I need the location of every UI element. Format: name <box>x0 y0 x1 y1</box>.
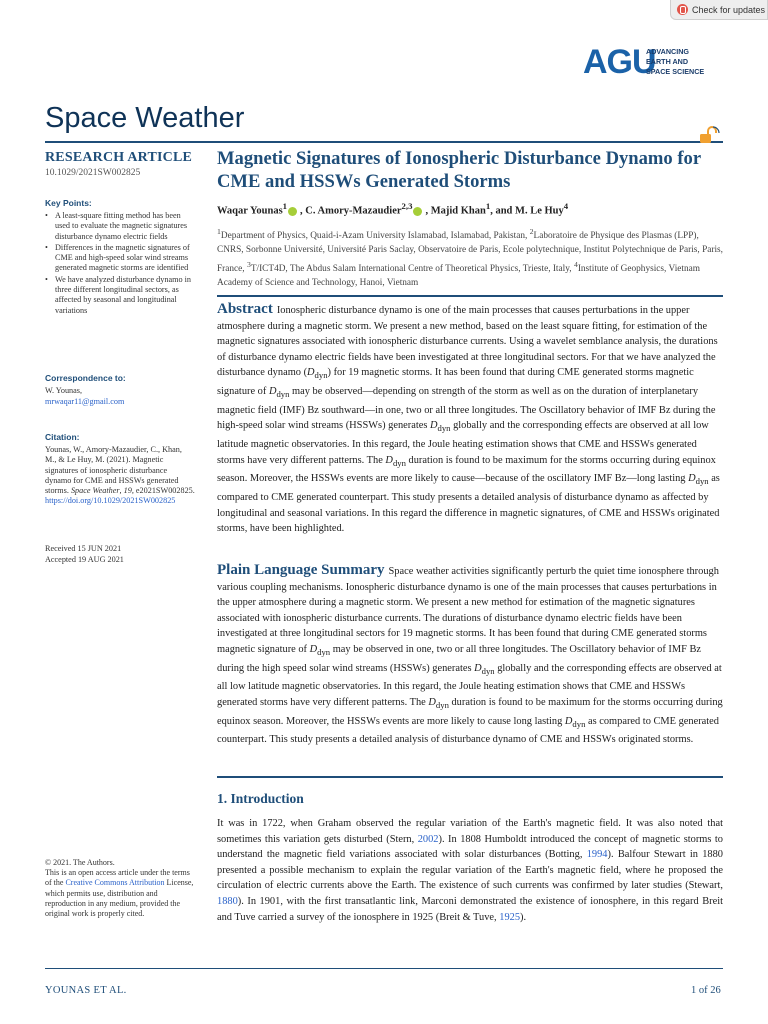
author-name[interactable]: Waqar Younas <box>217 205 283 217</box>
correspondence-heading: Correspondence to: <box>45 373 126 383</box>
check-updates-label: Check for updates <box>692 4 766 15</box>
header-rule <box>45 141 723 143</box>
introduction-paragraph: It was in 1722, when Graham observed the regular variation of the Earth's magnetic field. It was also noted that sometimes this variation gets disturbed (Stern, 2002). In 1808 Humboldt introduced the concept of magnetic storms to understand the magnetic field variations associated with solar disturbances (Botting, 1994). Balfour Stewart in 1880 presented a possible mechanism to explain the regular variation of the Earth's magnetic field, where he proposed the circulation of electric currents above the Earth. The existence of such currents was confirmed by later studies (Stewart, 1880). In 1901, with the first transatlantic link, Marconi demonstrated the existence of ionosphere, in this regard Breit and Tuve carried a survey of the ionosphere in 1925 (Breit & Tuve, 1925). <box>217 818 723 923</box>
received-date: Received 15 JUN 2021 <box>45 544 122 553</box>
agu-logo-mark: AGU <box>583 43 656 81</box>
pls-heading: Plain Language Summary <box>217 562 385 578</box>
license-notice: © 2021. The Authors. This is an open access article under the terms of the Creative Commons Attribution License, which permits use, distribution and reproduction in any medium, provided the original work is properly cited. <box>45 858 194 919</box>
author-list: Waqar Younas$^1$ , C. Amory-Mazaudier$^{2,3}$ , Majid Khan$^1$, and M. Le Huy$^4$ <box>217 201 569 217</box>
key-points-heading: Key Points: <box>45 198 92 208</box>
orcid-icon[interactable] <box>288 207 297 216</box>
orcid-icon[interactable] <box>413 207 422 216</box>
correspondence-name: W. Younas, <box>45 386 83 395</box>
abstract-heading: Abstract <box>217 301 273 317</box>
citation-heading: Citation: <box>45 432 80 442</box>
key-point: • We have analyzed disturbance dynamo in three different longitudinal sectors, as affected by seasonal and longitudinal variations <box>45 275 195 316</box>
reference-link[interactable]: 1880 <box>217 895 238 907</box>
summary-bottom-rule <box>217 776 723 778</box>
citation-doi-link[interactable]: https://doi.org/10.1029/2021SW002825 <box>45 496 176 506</box>
reference-link[interactable]: 1925 <box>499 911 521 923</box>
author-name[interactable]: M. Le Huy <box>515 205 564 217</box>
creative-commons-link[interactable]: Creative Commons Attribution <box>65 878 165 888</box>
open-access-lock-icon <box>699 125 721 145</box>
abstract-top-rule <box>217 295 723 297</box>
check-updates-icon <box>677 4 688 15</box>
affiliations: $^1$Department of Physics, Quaid-i-Azam University Islamabad, Islamabad, Pakistan, $^2$Laboratoire de Physique des Plasmas (LPP), CNRS, Sorbonne Université, Université Paris Saclay, Observatoire de Paris, Ecole polytechnique, Institut Polytechnique de Paris, Paris, France, $^3$T/ICT4D, The Abdus Salam International Centre of Theoretical Physics, Trieste, Italy, $^4$Institute of Geophysics, Vietnam Academy of Science and Technology, Hanoi, Vietnam <box>217 227 723 288</box>
article-doi: 10.1029/2021SW002825 <box>45 168 141 178</box>
footer-rule <box>45 968 723 969</box>
check-for-updates-button[interactable] <box>670 0 768 20</box>
abstract-section: Abstract Ionospheric disturbance dynamo is one of the main processes that causes perturbations in the upper atmosphere during a magnetic storm. We present a new method, based on the least square fitting, for estimation of the magnetic signatures associated with ionospheric disturbance currents. Using a wavelet semblance analysis, the durations of disturbance dynamo electric fields have been investigated at three longitudinal sectors. For that we have analyzed the disturbance dynamo $(D_{dyn})$ for 19 magnetic storms. It has been found that during CME generated storms magnetic signature of $D_{dyn}$ may be observed—depending on strength of the storm as well as on the duration of interplanetary magnetic field (IMF) Bz southward—in one, two or all three longitudes. The Oscillatory behavior of IMF Bz during the high-speed solar wind streams (HSSWs) generates $D_{dyn}$ globally and the corresponding effects are observed at all low latitude magnetic observatories. In this regard, the Joule heating estimation shows that CME and HSSWs generated storms have very different patterns. The $D_{dyn}$ duration is found to be maximum for the storms occurring during equinox season. Moreover, the HSSWs events are more likely to cause—because of the oscillatory IMF Bz—long lasting $D_{dyn}$ as compared to CME generated counterpart. This study presents a detailed analysis of disturbance dynamo as affected by longitudinal and seasonal variations. In this regard the difference in magnetic signatures, of CME and HSSWs originated storms, have been highlighted. <box>217 301 720 535</box>
reference-link[interactable]: 2002 <box>417 833 439 845</box>
page-number: 1 of 26 <box>691 985 721 996</box>
article-title: Magnetic Signatures of Ionospheric Disturbance Dynamo for CME and HSSWs Generated Storms <box>217 148 701 192</box>
section-heading-introduction: 1. Introduction <box>217 791 304 806</box>
article-type: RESEARCH ARTICLE <box>45 150 193 165</box>
agu-logo <box>583 43 733 83</box>
author-name[interactable]: C. Amory-Mazaudier <box>305 205 402 217</box>
accepted-date: Accepted 19 AUG 2021 <box>45 555 124 564</box>
agu-tagline: ADVANCING EARTH AND SPACE SCIENCE <box>646 47 705 76</box>
key-points-list <box>45 211 195 317</box>
reference-link[interactable]: 1994 <box>586 849 608 861</box>
citation-text: Younas, W., Amory-Mazaudier, C., Khan, M., & Le Huy, M. (2021). Magnetic signatures of ionospheric disturbance dynamo for CME and HSSWs generated storms. Space Weather, 19, e2021SW002825. https://doi.org/10.1029/2021SW002825 <box>45 445 195 506</box>
key-point: • A least-square fitting method has been used to evaluate the magnetic signatures disturbance dynamo electric fields <box>45 211 195 242</box>
key-point: • Differences in the magnetic signatures of CME and high-speed solar wind streams generated magnetic storms are identified <box>45 243 195 274</box>
journal-title: Space Weather <box>45 102 245 134</box>
footer-authors: YOUNAS ET AL. <box>45 985 127 996</box>
author-name[interactable]: Majid Khan <box>430 205 486 217</box>
plain-language-summary: Plain Language Summary Space weather activities significantly perturb the quiet time ionosphere through various coupling mechanisms. Ionospheric disturbance dynamo is one of the main processes that causes perturbations in the upper atmosphere during a magnetic storm. We present a new method for estimation of the magnetic signatures associated with ionospheric disturbance currents. The durations of disturbance dynamo electric fields have been investigated at three longitudinal sectors for 19 magnetic storms. It has been found that during CME generated storms magnetic signature of $D_{dyn}$ may be observed in one, two or all three longitudes. The Oscillatory behavior of IMF Bz during the high speed solar wind streams (HSSWs) generates $D_{dyn}$ globally and the corresponding effects are observed at all low latitude magnetic observatories. In this regard, the Joule heating estimation shows that CME and HSSWs generated storms have very different patterns. The $D_{dyn}$ duration is found to be maximum for the storms occurring during equinox season. Moreover, the HSSWs events are more likely to cause long lasting $D_{dyn}$ as compared to CME generated counterpart. This study presents a detailed analysis of disturbance dynamo of CME and HSSWs originated storms. <box>217 562 723 746</box>
correspondence-email-link[interactable]: mrwaqar11@gmail.com <box>45 397 125 406</box>
